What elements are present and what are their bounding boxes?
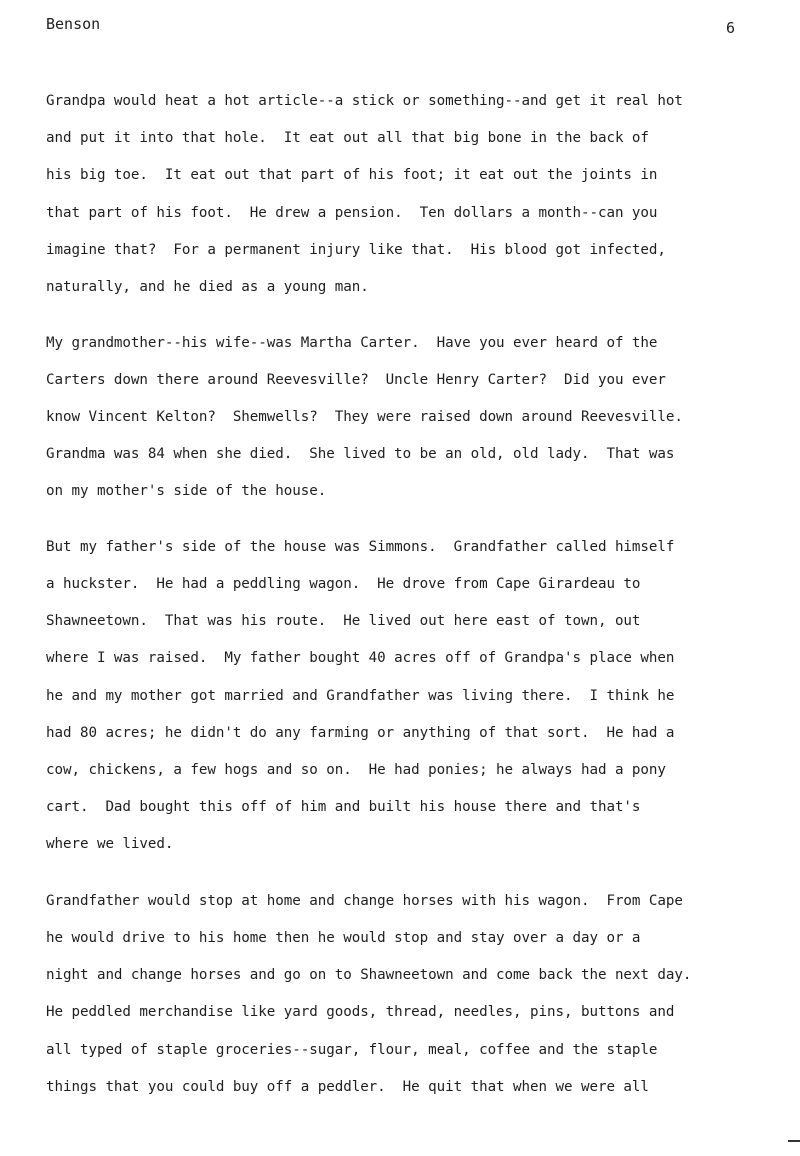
header-interviewee-name: Benson [46,15,101,33]
text-line: Grandfather would stop at home and change horses with his wagon. From Cape [46,893,683,909]
text-line: Carters down there around Reevesville? Uncle Henry Carter? Did you ever [46,372,666,388]
text-line: He peddled merchandise like yard goods, thread, needles, pins, buttons and [46,1004,675,1020]
text-line: he would drive to his home then he would stop and stay over a day or a [46,930,641,946]
text-line: where we lived. [46,836,174,852]
text-line: on my mother's side of the house. [46,483,327,499]
text-line: had 80 acres; he didn't do any farming or anything of that sort. He had a [46,725,675,741]
text-line: things that you could buy off a peddler. He quit that when we were all [46,1079,649,1095]
text-line: he and my mother got married and Grandfather was living there. I think he [46,688,675,704]
page-number: 6 [726,19,736,37]
text-line: My grandmother--his wife--was Martha Carter. Have you ever heard of the [46,335,658,351]
text-line: his big toe. It eat out that part of his foot; it eat out the joints in [46,167,658,183]
text-line: imagine that? For a permanent injury like that. His blood got infected, [46,242,666,258]
scan-edge-mark [788,1140,800,1142]
text-line: naturally, and he died as a young man. [46,279,369,295]
text-line: and put it into that hole. It eat out all that big bone in the back of [46,130,649,146]
text-line: Shawneetown. That was his route. He lived out here east of town, out [46,613,641,629]
text-line: Grandma was 84 when she died. She lived to be an old, old lady. That was [46,446,675,462]
text-line: a huckster. He had a peddling wagon. He drove from Cape Girardeau to [46,576,641,592]
text-line: Grandpa would heat a hot article--a stick or something--and get it real hot [46,93,683,109]
text-line: know Vincent Kelton? Shemwells? They were raised down around Reevesville. [46,409,683,425]
text-line: cart. Dad bought this off of him and built his house there and that's [46,799,641,815]
text-line: cow, chickens, a few hogs and so on. He had ponies; he always had a pony [46,762,666,778]
text-line: all typed of staple groceries--sugar, flour, meal, coffee and the staple [46,1042,658,1058]
text-line: where I was raised. My father bought 40 acres off of Grandpa's place when [46,650,675,666]
text-line: that part of his foot. He drew a pension. Ten dollars a month--can you [46,205,658,221]
text-line: But my father's side of the house was Simmons. Grandfather called himself [46,539,675,555]
text-line: night and change horses and go on to Shawneetown and come back the next day. [46,967,692,983]
